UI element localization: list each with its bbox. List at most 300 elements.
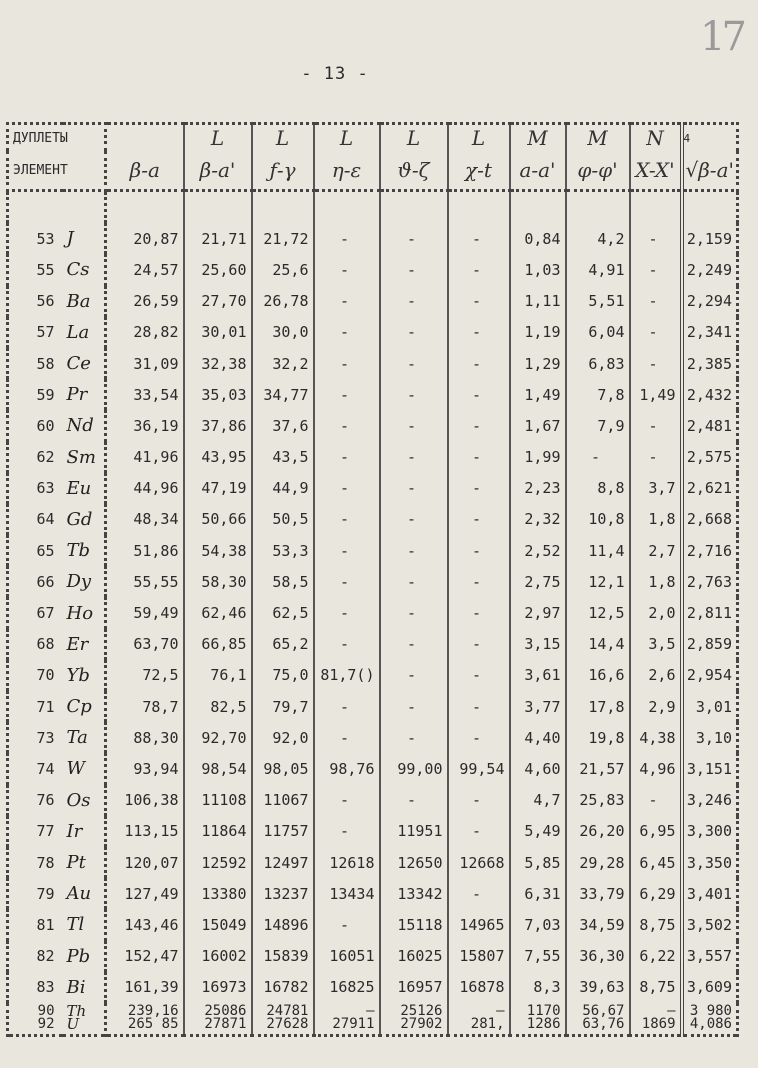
cell-a-a-prime: 5,85 xyxy=(510,847,566,878)
header-col-a-a-prime: a-a' xyxy=(510,151,566,191)
table-row xyxy=(8,473,738,504)
element-symbol-cell: Os xyxy=(63,785,106,816)
cell-x-x-prime: - xyxy=(630,254,682,285)
cell-x-x-prime: - xyxy=(630,317,682,348)
cell-a-a-prime: 6,31 xyxy=(510,878,566,909)
element-symbol-cell: Ho xyxy=(63,597,106,628)
cell-chi-t: 14965 xyxy=(448,909,510,940)
cell-chi-t: - xyxy=(448,286,510,317)
table-row xyxy=(8,442,738,473)
cell-f-gamma-bottom: 27628 xyxy=(253,1018,309,1031)
cell-eta-epsilon: - xyxy=(314,909,380,940)
cell-eta-epsilon: 13434 xyxy=(314,878,380,909)
cell-a-a-prime-top: 1170 xyxy=(511,1005,561,1018)
cell-beta-a-prime: 58,30 xyxy=(184,566,252,597)
element-symbol-cell: Au xyxy=(63,878,106,909)
cell-phi-phi-prime: 36,30 xyxy=(566,941,630,972)
cell-beta-a-prime: 15049 xyxy=(184,909,252,940)
cell-phi-phi-prime: 6,04 xyxy=(566,317,630,348)
table-row xyxy=(8,535,738,566)
cell-beta-a: 48,34 xyxy=(106,504,184,535)
cell-phi-phi-prime-top: 56,67 xyxy=(567,1005,625,1018)
cell-f-gamma: 44,9 xyxy=(252,473,314,504)
cell-beta-a: 143,46 xyxy=(106,909,184,940)
cell-phi-phi-prime: 4,91 xyxy=(566,254,630,285)
cell-theta-zeta: - xyxy=(380,286,448,317)
cell-phi-phi-prime: 21,57 xyxy=(566,753,630,784)
table-row xyxy=(8,254,738,285)
cell-beta-a-prime: 13380 xyxy=(184,878,252,909)
cell-eta-epsilon: - xyxy=(314,254,380,285)
header-group-duplets: ДУПЛЕТЫ xyxy=(8,124,106,152)
cell-root-beta-a: 2,159 xyxy=(682,223,738,254)
cell-beta-a-prime: 76,1 xyxy=(184,660,252,691)
cell-beta-a-prime: 35,03 xyxy=(184,379,252,410)
cell-f-gamma: 43,5 xyxy=(252,442,314,473)
cell-f-gamma: 65,2 xyxy=(252,629,314,660)
cell-eta-epsilon: - xyxy=(314,597,380,628)
cell-root-beta-a: 2,385 xyxy=(682,348,738,379)
cell-root-beta-a: 2,954 xyxy=(682,660,738,691)
cell-root-beta-a: 2,294 xyxy=(682,286,738,317)
cell-x-x-prime: 2,9 xyxy=(630,691,682,722)
atomic-number-cell: 81 xyxy=(8,909,63,940)
cell-f-gamma: 58,5 xyxy=(252,566,314,597)
cell-root-beta-a-top: 3 980 xyxy=(684,1005,733,1018)
cell-phi-phi-prime: 11,4 xyxy=(566,535,630,566)
element-symbol-cell: Pr xyxy=(63,379,106,410)
header-col-beta-a: β-a xyxy=(106,151,184,191)
cell-beta-a-prime xyxy=(184,1003,252,1036)
cell-eta-epsilon: - xyxy=(314,535,380,566)
cell-beta-a: 55,55 xyxy=(106,566,184,597)
element-symbol-cell: Cp xyxy=(63,691,106,722)
cell-chi-t: - xyxy=(448,691,510,722)
element-symbol-cell-top: Th xyxy=(67,1005,101,1018)
cell-phi-phi-prime: 14,4 xyxy=(566,629,630,660)
cell-beta-a-prime: 25,60 xyxy=(184,254,252,285)
cell-a-a-prime: 2,23 xyxy=(510,473,566,504)
cell-chi-t: - xyxy=(448,597,510,628)
cell-a-a-prime: 1,67 xyxy=(510,410,566,441)
cell-theta-zeta: 16957 xyxy=(380,972,448,1003)
cell-x-x-prime: 6,29 xyxy=(630,878,682,909)
cell-root-beta-a: 3,557 xyxy=(682,941,738,972)
element-symbol-cell-bottom: U xyxy=(67,1018,101,1031)
cell-beta-a: 36,19 xyxy=(106,410,184,441)
cell-root-beta-a: 3,502 xyxy=(682,909,738,940)
cell-phi-phi-prime: 8,8 xyxy=(566,473,630,504)
atomic-number-cell: 65 xyxy=(8,535,63,566)
cell-a-a-prime: 4,60 xyxy=(510,753,566,784)
cell-chi-t: - xyxy=(448,535,510,566)
cell-x-x-prime: - xyxy=(630,442,682,473)
cell-chi-t: - xyxy=(448,442,510,473)
cell-eta-epsilon: - xyxy=(314,722,380,753)
cell-beta-a-prime: 43,95 xyxy=(184,442,252,473)
element-symbol-cell: Ta xyxy=(63,722,106,753)
cell-theta-zeta: - xyxy=(380,691,448,722)
cell-root-beta-a: 3,609 xyxy=(682,972,738,1003)
cell-f-gamma: 34,77 xyxy=(252,379,314,410)
header-r1-col-8: M xyxy=(566,124,630,152)
cell-beta-a-prime-top: 25086 xyxy=(185,1005,247,1018)
table-header xyxy=(8,124,738,191)
header-col-phi-phi-prime: φ-φ' xyxy=(566,151,630,191)
cell-chi-t: - xyxy=(448,629,510,660)
table-row xyxy=(8,878,738,909)
table-row xyxy=(8,722,738,753)
element-symbol-cell: W xyxy=(63,753,106,784)
cell-eta-epsilon: - xyxy=(314,410,380,441)
cell-x-x-prime: 2,7 xyxy=(630,535,682,566)
cell-a-a-prime: 1,03 xyxy=(510,254,566,285)
atomic-number-cell: 74 xyxy=(8,753,63,784)
cell-eta-epsilon: - xyxy=(314,566,380,597)
header-r1-col-5: L xyxy=(380,124,448,152)
cell-phi-phi-prime: 33,79 xyxy=(566,878,630,909)
cell-x-x-prime: 1,8 xyxy=(630,504,682,535)
cell-eta-epsilon-top: — xyxy=(315,1005,375,1018)
cell-beta-a-prime: 98,54 xyxy=(184,753,252,784)
cell-a-a-prime-bottom: 1286 xyxy=(511,1018,561,1031)
table-body xyxy=(8,191,738,1068)
doublets-table xyxy=(6,122,739,1068)
cell-a-a-prime: 8,3 xyxy=(510,972,566,1003)
table-row xyxy=(8,972,738,1003)
cell-x-x-prime: 4,96 xyxy=(630,753,682,784)
cell-f-gamma xyxy=(252,1003,314,1036)
element-symbol-cell: Sm xyxy=(63,442,106,473)
cell-x-x-prime: 4,38 xyxy=(630,722,682,753)
cell-phi-phi-prime: 5,51 xyxy=(566,286,630,317)
cell-chi-t: - xyxy=(448,410,510,441)
cell-a-a-prime xyxy=(510,1003,566,1036)
table-bottom-rule xyxy=(8,1036,738,1068)
cell-chi-t: - xyxy=(448,223,510,254)
cell-beta-a-prime: 30,01 xyxy=(184,317,252,348)
header-r1-col-1 xyxy=(106,124,184,152)
cell-beta-a: 88,30 xyxy=(106,722,184,753)
cell-phi-phi-prime: 10,8 xyxy=(566,504,630,535)
cell-beta-a: 72,5 xyxy=(106,660,184,691)
cell-eta-epsilon: - xyxy=(314,785,380,816)
header-gap xyxy=(8,191,738,224)
atomic-number-cell: 63 xyxy=(8,473,63,504)
table-row-last-pair xyxy=(8,1003,738,1036)
cell-chi-t: - xyxy=(448,660,510,691)
cell-beta-a-prime: 50,66 xyxy=(184,504,252,535)
cell-root-beta-a-bottom: 4,086 xyxy=(684,1018,733,1031)
element-symbol-cell: Eu xyxy=(63,473,106,504)
cell-theta-zeta-top: 25126 xyxy=(381,1005,443,1018)
atomic-number-cell: 67 xyxy=(8,597,63,628)
cell-f-gamma: 11067 xyxy=(252,785,314,816)
cell-theta-zeta: - xyxy=(380,504,448,535)
atomic-number-cell: 82 xyxy=(8,941,63,972)
cell-a-a-prime: 2,52 xyxy=(510,535,566,566)
cell-theta-zeta: 11951 xyxy=(380,816,448,847)
atomic-number-cell: 60 xyxy=(8,410,63,441)
atomic-number-cell: 57 xyxy=(8,317,63,348)
atomic-number-cell: 55 xyxy=(8,254,63,285)
cell-theta-zeta: - xyxy=(380,317,448,348)
cell-root-beta-a: 3,246 xyxy=(682,785,738,816)
cell-beta-a: 113,15 xyxy=(106,816,184,847)
cell-eta-epsilon: 98,76 xyxy=(314,753,380,784)
cell-beta-a-prime: 16973 xyxy=(184,972,252,1003)
cell-f-gamma: 79,7 xyxy=(252,691,314,722)
atomic-number-cell: 62 xyxy=(8,442,63,473)
cell-beta-a: 120,07 xyxy=(106,847,184,878)
table-row xyxy=(8,597,738,628)
cell-phi-phi-prime: - xyxy=(566,442,630,473)
cell-beta-a: 63,70 xyxy=(106,629,184,660)
atomic-number-cell: 68 xyxy=(8,629,63,660)
cell-beta-a: 41,96 xyxy=(106,442,184,473)
cell-theta-zeta: 16025 xyxy=(380,941,448,972)
cell-f-gamma: 50,5 xyxy=(252,504,314,535)
cell-eta-epsilon: 16825 xyxy=(314,972,380,1003)
cell-f-gamma: 92,0 xyxy=(252,722,314,753)
cell-theta-zeta: 15118 xyxy=(380,909,448,940)
cell-root-beta-a: 2,763 xyxy=(682,566,738,597)
cell-a-a-prime: 3,77 xyxy=(510,691,566,722)
atomic-number-cell: 64 xyxy=(8,504,63,535)
cell-a-a-prime: 7,55 xyxy=(510,941,566,972)
cell-root-beta-a: 2,811 xyxy=(682,597,738,628)
cell-beta-a: 31,09 xyxy=(106,348,184,379)
cell-phi-phi-prime: 34,59 xyxy=(566,909,630,940)
cell-chi-t: - xyxy=(448,379,510,410)
page-corner-number: 17 xyxy=(700,14,743,60)
element-symbol-cell xyxy=(63,1003,106,1036)
cell-f-gamma: 32,2 xyxy=(252,348,314,379)
cell-chi-t: - xyxy=(448,722,510,753)
cell-f-gamma: 26,78 xyxy=(252,286,314,317)
header-r1-col-6: L xyxy=(448,124,510,152)
cell-phi-phi-prime: 26,20 xyxy=(566,816,630,847)
element-symbol-cell: Gd xyxy=(63,504,106,535)
cell-chi-t-top: — xyxy=(449,1005,505,1018)
element-symbol-cell: Ce xyxy=(63,348,106,379)
header-col-theta-zeta: ϑ-ζ xyxy=(380,151,448,191)
cell-beta-a-prime: 11864 xyxy=(184,816,252,847)
cell-x-x-prime: 1,8 xyxy=(630,566,682,597)
cell-root-beta-a: 3,01 xyxy=(682,691,738,722)
cell-eta-epsilon: - xyxy=(314,691,380,722)
cell-eta-epsilon: 12618 xyxy=(314,847,380,878)
cell-eta-epsilon: - xyxy=(314,473,380,504)
atomic-number-cell: 78 xyxy=(8,847,63,878)
header-col-x-x-prime: X-X' xyxy=(630,151,682,191)
atomic-number-cell: 71 xyxy=(8,691,63,722)
cell-eta-epsilon: 16051 xyxy=(314,941,380,972)
cell-x-x-prime: 3,7 xyxy=(630,473,682,504)
cell-eta-epsilon: 81,7() xyxy=(314,660,380,691)
table-row xyxy=(8,691,738,722)
page-number: - 13 - xyxy=(0,64,670,84)
cell-theta-zeta-bottom: 27902 xyxy=(381,1018,443,1031)
cell-root-beta-a: 2,716 xyxy=(682,535,738,566)
cell-eta-epsilon xyxy=(314,1003,380,1036)
header-row-2 xyxy=(8,151,738,191)
table-row xyxy=(8,223,738,254)
cell-phi-phi-prime: 19,8 xyxy=(566,722,630,753)
element-symbol-cell: Pb xyxy=(63,941,106,972)
cell-theta-zeta: 99,00 xyxy=(380,753,448,784)
element-symbol-cell: Er xyxy=(63,629,106,660)
cell-beta-a: 161,39 xyxy=(106,972,184,1003)
cell-a-a-prime: 2,32 xyxy=(510,504,566,535)
table-row xyxy=(8,753,738,784)
cell-beta-a-prime: 47,19 xyxy=(184,473,252,504)
cell-beta-a: 78,7 xyxy=(106,691,184,722)
atomic-number-cell: 73 xyxy=(8,722,63,753)
cell-beta-a-prime: 32,38 xyxy=(184,348,252,379)
cell-f-gamma: 12497 xyxy=(252,847,314,878)
cell-f-gamma: 75,0 xyxy=(252,660,314,691)
cell-a-a-prime: 2,97 xyxy=(510,597,566,628)
element-symbol-cell: Cs xyxy=(63,254,106,285)
cell-f-gamma: 62,5 xyxy=(252,597,314,628)
element-symbol-cell: Tl xyxy=(63,909,106,940)
cell-theta-zeta: - xyxy=(380,597,448,628)
cell-phi-phi-prime: 4,2 xyxy=(566,223,630,254)
cell-eta-epsilon: - xyxy=(314,379,380,410)
cell-phi-phi-prime: 7,9 xyxy=(566,410,630,441)
header-r1-col-3: L xyxy=(252,124,314,152)
table-row xyxy=(8,941,738,972)
element-symbol-cell: Bi xyxy=(63,972,106,1003)
cell-f-gamma: 21,72 xyxy=(252,223,314,254)
cell-a-a-prime: 4,7 xyxy=(510,785,566,816)
element-symbol-cell: Nd xyxy=(63,410,106,441)
cell-f-gamma: 53,3 xyxy=(252,535,314,566)
cell-root-beta-a: 3,151 xyxy=(682,753,738,784)
cell-chi-t: 15807 xyxy=(448,941,510,972)
cell-beta-a: 152,47 xyxy=(106,941,184,972)
cell-x-x-prime: 6,45 xyxy=(630,847,682,878)
cell-eta-epsilon: - xyxy=(314,348,380,379)
cell-eta-epsilon: - xyxy=(314,442,380,473)
cell-beta-a-prime: 12592 xyxy=(184,847,252,878)
header-r1-col-7: M xyxy=(510,124,566,152)
cell-a-a-prime: 3,15 xyxy=(510,629,566,660)
element-symbol-cell: Ir xyxy=(63,816,106,847)
cell-x-x-prime xyxy=(630,1003,682,1036)
cell-beta-a-prime: 54,38 xyxy=(184,535,252,566)
cell-root-beta-a: 3,350 xyxy=(682,847,738,878)
cell-chi-t: - xyxy=(448,473,510,504)
cell-beta-a-bottom: 265 85 xyxy=(107,1018,179,1031)
cell-chi-t xyxy=(448,1003,510,1036)
cell-root-beta-a xyxy=(682,1003,738,1036)
cell-f-gamma: 30,0 xyxy=(252,317,314,348)
cell-chi-t: - xyxy=(448,317,510,348)
cell-a-a-prime: 5,49 xyxy=(510,816,566,847)
cell-x-x-prime: 6,22 xyxy=(630,941,682,972)
cell-eta-epsilon-bottom: 27911 xyxy=(315,1018,375,1031)
atomic-number-cell-top: 90 xyxy=(9,1005,55,1018)
cell-root-beta-a: 2,575 xyxy=(682,442,738,473)
header-col-beta-a-prime: β-a' xyxy=(184,151,252,191)
cell-root-beta-a: 2,432 xyxy=(682,379,738,410)
element-symbol-cell: Pt xyxy=(63,847,106,878)
cell-root-beta-a: 2,668 xyxy=(682,504,738,535)
cell-phi-phi-prime: 17,8 xyxy=(566,691,630,722)
table-row xyxy=(8,816,738,847)
cell-a-a-prime: 1,19 xyxy=(510,317,566,348)
cell-chi-t: - xyxy=(448,785,510,816)
cell-f-gamma: 15839 xyxy=(252,941,314,972)
cell-eta-epsilon: - xyxy=(314,223,380,254)
cell-f-gamma: 11757 xyxy=(252,816,314,847)
header-r1-col-9: N xyxy=(630,124,682,152)
cell-f-gamma: 37,6 xyxy=(252,410,314,441)
cell-f-gamma: 16782 xyxy=(252,972,314,1003)
cell-beta-a-prime: 21,71 xyxy=(184,223,252,254)
cell-chi-t: - xyxy=(448,878,510,909)
cell-phi-phi-prime: 25,83 xyxy=(566,785,630,816)
header-group-element: ЭЛЕМЕНТ xyxy=(8,151,106,191)
cell-x-x-prime: 2,0 xyxy=(630,597,682,628)
cell-eta-epsilon: - xyxy=(314,286,380,317)
cell-beta-a xyxy=(106,1003,184,1036)
cell-beta-a: 44,96 xyxy=(106,473,184,504)
cell-a-a-prime: 1,29 xyxy=(510,348,566,379)
cell-beta-a-prime: 27,70 xyxy=(184,286,252,317)
cell-theta-zeta: - xyxy=(380,473,448,504)
cell-chi-t: 99,54 xyxy=(448,753,510,784)
table-row xyxy=(8,847,738,878)
cell-phi-phi-prime: 12,5 xyxy=(566,597,630,628)
table-row xyxy=(8,379,738,410)
header-row-1 xyxy=(8,124,738,152)
cell-beta-a-prime: 92,70 xyxy=(184,722,252,753)
cell-beta-a: 20,87 xyxy=(106,223,184,254)
cell-theta-zeta: - xyxy=(380,566,448,597)
cell-beta-a: 59,49 xyxy=(106,597,184,628)
cell-beta-a: 26,59 xyxy=(106,286,184,317)
cell-a-a-prime: 1,49 xyxy=(510,379,566,410)
cell-x-x-prime: - xyxy=(630,410,682,441)
cell-beta-a-prime: 62,46 xyxy=(184,597,252,628)
element-symbol-cell: Yb xyxy=(63,660,106,691)
table-row xyxy=(8,660,738,691)
cell-beta-a: 106,38 xyxy=(106,785,184,816)
cell-theta-zeta: - xyxy=(380,629,448,660)
cell-phi-phi-prime: 39,63 xyxy=(566,972,630,1003)
cell-chi-t: - xyxy=(448,348,510,379)
table-row xyxy=(8,410,738,441)
cell-a-a-prime: 4,40 xyxy=(510,722,566,753)
cell-x-x-prime-top: — xyxy=(631,1005,676,1018)
cell-theta-zeta: 12650 xyxy=(380,847,448,878)
atomic-number-cell: 83 xyxy=(8,972,63,1003)
cell-theta-zeta: - xyxy=(380,410,448,441)
element-symbol-cell: La xyxy=(63,317,106,348)
cell-x-x-prime: 3,5 xyxy=(630,629,682,660)
cell-eta-epsilon: - xyxy=(314,317,380,348)
element-symbol-cell: Dy xyxy=(63,566,106,597)
cell-f-gamma-top: 24781 xyxy=(253,1005,309,1018)
cell-a-a-prime: 2,75 xyxy=(510,566,566,597)
cell-x-x-prime: 1,49 xyxy=(630,379,682,410)
cell-root-beta-a: 2,859 xyxy=(682,629,738,660)
atomic-number-cell: 66 xyxy=(8,566,63,597)
cell-x-x-prime: 8,75 xyxy=(630,909,682,940)
